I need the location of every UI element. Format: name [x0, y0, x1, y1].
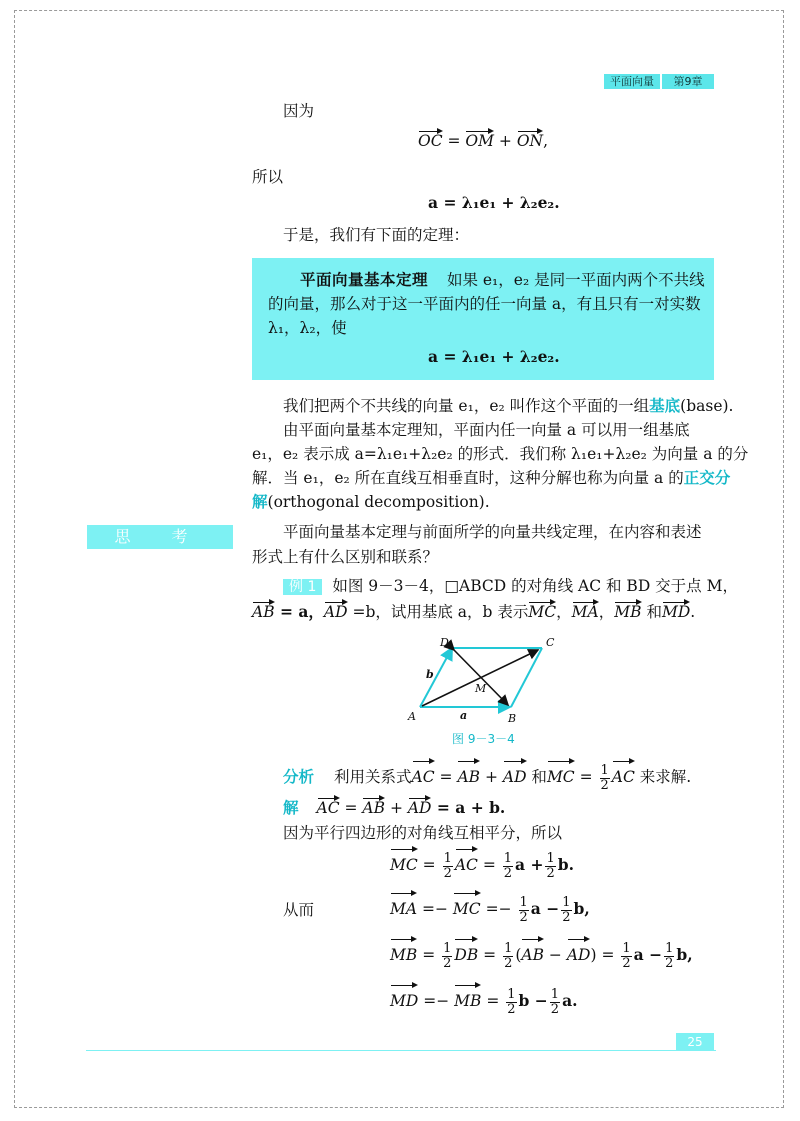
parallelogram-figure: [400, 630, 580, 730]
md-equation: MD =− MB = $\frac{1}{2}$ b − $\frac{1}{2}$ a.: [390, 987, 578, 1017]
example-line2: AB = a，AD =b，试用基底 a，b 表示MC，MA，MB 和MD.: [252, 602, 696, 621]
term-orthogonal: 正交分: [683, 469, 731, 487]
basis-line4: 解．当 e₁，e₂ 所在直线互相垂直时，这种分解也称为向量 a 的正交分: [252, 469, 731, 487]
so-text: 所以: [252, 168, 284, 186]
label-C: C: [546, 636, 555, 649]
mb-equation: MB = $\frac{1}{2}$ DB = $\frac{1}{2}$ (AB − AD) = $\frac{1}{2}$ a − $\frac{1}{2}$ b,: [390, 941, 693, 971]
label-b: b: [426, 668, 434, 681]
think-label: 思 考: [87, 525, 233, 549]
basis-line5: 解(orthogonal decomposition).: [252, 493, 490, 511]
side-ad: [420, 648, 452, 707]
because-text: 因为: [283, 102, 315, 120]
theorem-line2: 的向量，那么对于这一平面内的任一向量 a，有且只有一对实数: [268, 295, 701, 313]
example-badge: 例 1: [283, 579, 322, 595]
footer-rule: [86, 1050, 716, 1051]
mc-equation: MC = $\frac{1}{2}$ AC = $\frac{1}{2}$ a + $\frac{1}{2}$ b.: [390, 851, 574, 881]
theorem-line3: λ₁，λ₂，使: [268, 319, 347, 337]
theorem-title: 平面向量基本定理: [300, 271, 429, 289]
solution-label: 解: [283, 799, 299, 817]
basis-line3: e₁，e₂ 表示成 a=λ₁e₁+λ₂e₂ 的形式．我们称 λ₁e₁+λ₂e₂ 为向量 a 的分: [252, 445, 749, 463]
figure-caption: 图 9－3－4: [452, 732, 515, 746]
think-line2: 形式上有什么区别和联系？: [252, 548, 439, 566]
label-a: a: [460, 709, 468, 722]
analysis-label: 分析: [283, 768, 315, 787]
page-number: 25: [676, 1033, 714, 1051]
label-D: D: [440, 636, 449, 649]
equation-a: a = λ₁e₁ + λ₂e₂.: [428, 193, 560, 212]
label-A: A: [408, 710, 416, 723]
hence-text: 从而: [283, 901, 315, 919]
ma-equation: MA =− MC =− $\frac{1}{2}$ a − $\frac{1}{2}$ b,: [390, 895, 590, 925]
theorem-line1: 平面向量基本定理 如果 e₁，e₂ 是同一平面内两个不共线: [300, 271, 705, 289]
example-line1: 例 1 如图 9－3－4，□ABCD 的对角线 AC 和 BD 交于点 M，: [283, 579, 738, 595]
diagonal-ac: [422, 650, 538, 706]
header-section-label: 平面向量: [604, 74, 660, 89]
theorem-formula: a = λ₁e₁ + λ₂e₂.: [428, 347, 560, 366]
analysis-line: 分析 利用关系式AC = AB + AD 和MC = $\frac{1}{2}$ AC 来求解.: [283, 763, 692, 793]
diagonal-db: [454, 650, 508, 705]
basis-line1: 我们把两个不共线的向量 e₁，e₂ 叫作这个平面的一组基底(base).: [283, 397, 734, 415]
think-line1: 平面向量基本定理与前面所学的向量共线定理，在内容和表述: [283, 523, 702, 541]
side-bc: [511, 648, 542, 707]
solution-line1: 解 AC = AB + AD = a + b.: [283, 798, 506, 817]
basis-line2: 由平面向量基本定理知，平面内任一向量 a 可以用一组基底: [283, 421, 690, 439]
solution-line2: 因为平行四边形的对角线互相平分，所以: [283, 824, 563, 842]
label-B: B: [508, 712, 517, 725]
term-basis: 基底: [649, 397, 681, 415]
equation-oc: OC = OM + ON,: [418, 132, 549, 150]
thus-text: 于是，我们有下面的定理：: [283, 226, 470, 244]
label-M: M: [475, 682, 487, 695]
header-chapter-label: 第9章: [662, 74, 714, 89]
